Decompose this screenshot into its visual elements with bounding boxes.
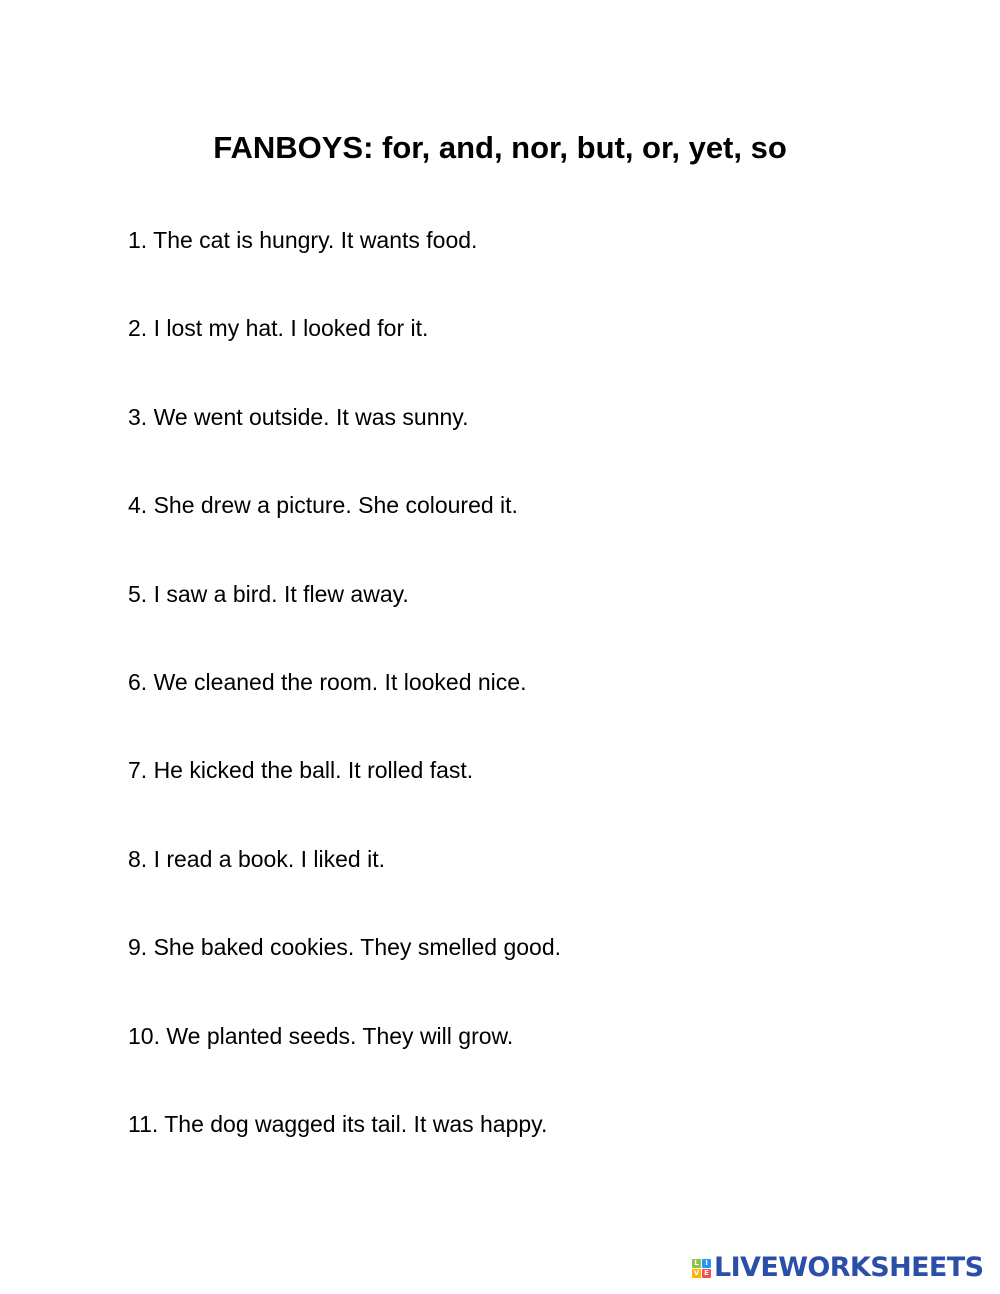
exercise-item: 2. I lost my hat. I looked for it. [128,315,429,342]
exercise-list [128,224,561,1196]
logo-mark-tile: V [693,1268,700,1277]
exercise-item: 10. We planted seeds. They will grow. [128,1022,514,1049]
logo-mark-icon [692,1259,711,1278]
exercise-item: 3. We went outside. It was sunny. [128,403,469,430]
exercise-item: 1. The cat is hungry. It wants food. [128,227,478,253]
logo-mark-tile: L [692,1259,701,1268]
exercise-item: 4. She drew a picture. She coloured it. [128,492,518,519]
exercise-item: 5. I saw a bird. It flew away. [128,580,409,607]
exercise-item: 7. He kicked the ball. It rolled fast. [128,757,474,784]
exercise-item: 6. We cleaned the room. It looked nice. [128,668,527,695]
worksheet-title: FANBOYS: for, and, nor, but, or, yet, so [213,130,787,165]
exercise-item: 9. She baked cookies. They smelled good. [128,934,562,961]
liveworksheets-logo [692,1252,983,1284]
exercise-item: 11. The dog wagged its tail. It was happy. [128,1110,548,1137]
logo-mark-tile: E [702,1269,711,1278]
logo-text: LIVEWORKSHEETS [714,1252,984,1283]
exercise-item: 8. I read a book. I liked it. [128,845,385,872]
logo-mark-tile: I [702,1259,711,1268]
